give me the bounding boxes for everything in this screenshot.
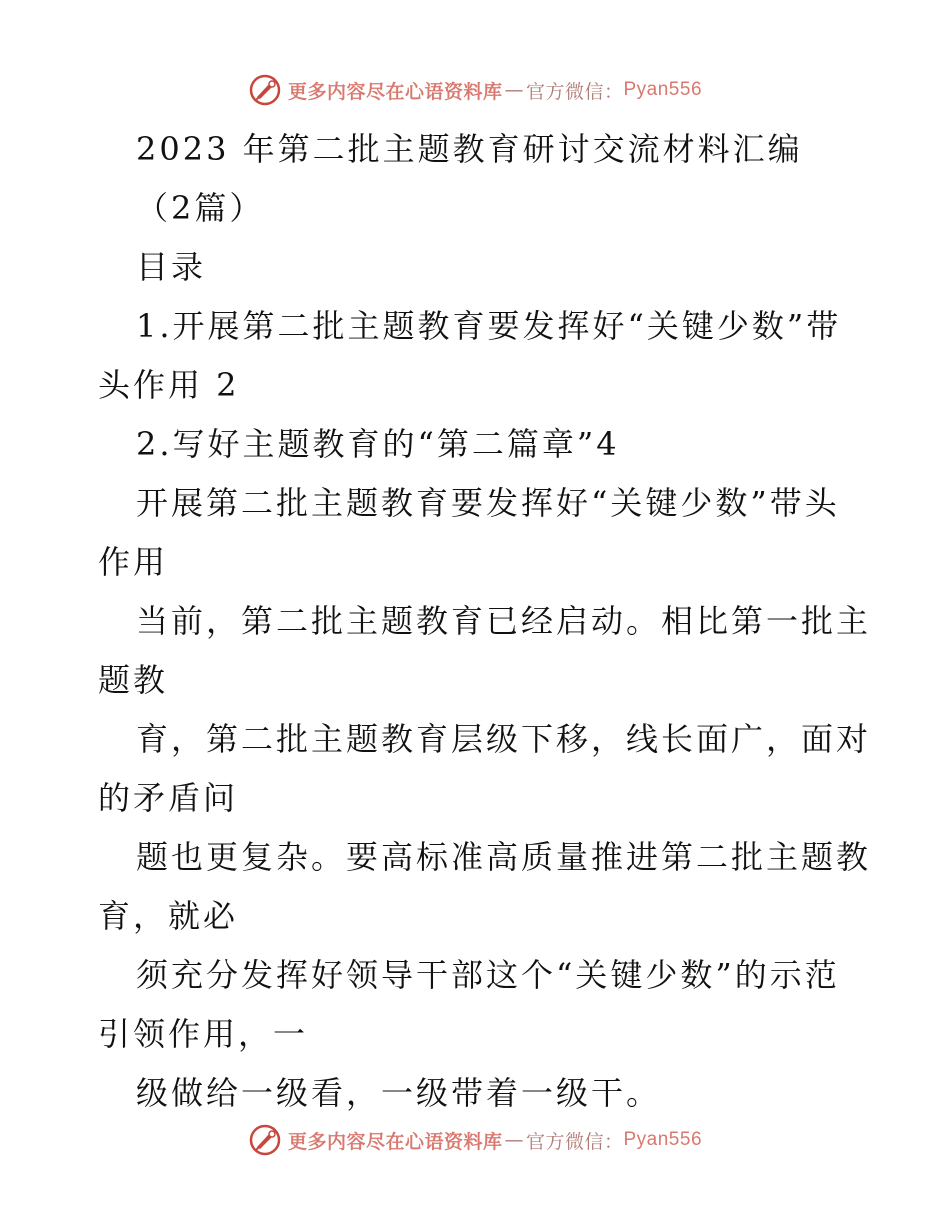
watermark-dash: — — [504, 79, 524, 101]
text-line: 头作用 2 — [98, 366, 240, 404]
text-line: 1.开展第二批主题教育要发挥好“关键少数”带 — [136, 307, 842, 345]
text-line: 育，第二批主题教育层级下移，线长面广，面对 — [136, 720, 872, 758]
footer-watermark — [0, 1120, 950, 1160]
text-line: （2篇） — [136, 189, 265, 227]
text-line: 2023 年第二批主题教育研讨交流材料汇编 — [136, 130, 803, 168]
watermark-wechat-id: Pyan556 — [623, 1129, 703, 1150]
text-line: 2.写好主题教育的“第二篇章”4 — [136, 425, 620, 463]
text-line: 的矛盾问 — [98, 779, 239, 817]
text-line: 题也更复杂。要高标准高质量推进第二批主题教 — [136, 838, 872, 876]
watermark-brand: 更多内容尽在心语资料库 — [287, 80, 503, 103]
text-line: 开展第二批主题教育要发挥好“关键少数”带头 — [136, 484, 840, 522]
text-line: 目录 — [136, 248, 207, 286]
header-watermark — [0, 70, 950, 110]
text-line: 当前，第二批主题教育已经启动。相比第一批主 — [136, 602, 872, 640]
watermark-wechat-label: 官方微信： — [525, 80, 624, 103]
quill-logo-icon — [248, 73, 282, 107]
text-line: 育，就必 — [98, 897, 239, 935]
quill-logo-icon — [248, 1123, 282, 1157]
watermark-dash: — — [504, 1129, 524, 1151]
watermark-wechat-id: Pyan556 — [623, 79, 703, 100]
text-line: 题教 — [98, 661, 169, 699]
document-body — [98, 120, 872, 1123]
text-line: 级做给一级看，一级带着一级干。 — [136, 1074, 662, 1112]
watermark-wechat-label: 官方微信： — [525, 1130, 624, 1153]
text-line: 须充分发挥好领导干部这个“关键少数”的示范 — [136, 956, 840, 994]
text-line: 引领作用，一 — [98, 1015, 309, 1053]
text-line: 作用 — [98, 543, 169, 581]
watermark-brand: 更多内容尽在心语资料库 — [287, 1130, 503, 1153]
